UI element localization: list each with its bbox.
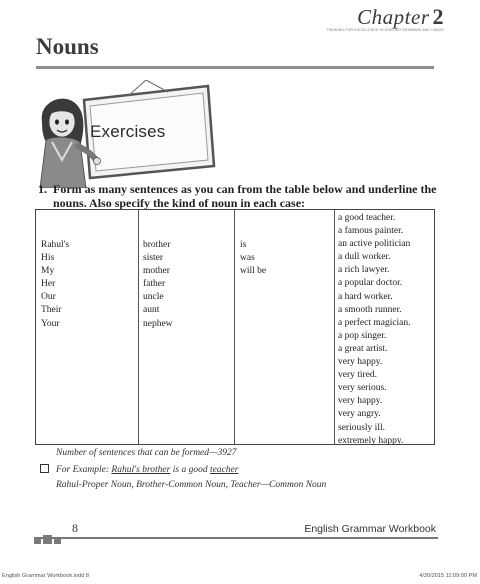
table-cell: aunt — [143, 305, 160, 316]
table-cell: My — [41, 266, 55, 277]
table-cell: a pop singer. — [338, 330, 387, 341]
table-column-possessive — [41, 239, 69, 331]
checkbox-bullet-icon — [40, 464, 49, 473]
table-cell: very happy. — [338, 357, 383, 368]
example-subject: Rahul's brother — [111, 465, 171, 475]
table-cell: a famous painter. — [338, 226, 404, 237]
table-cell: very serious. — [338, 383, 387, 394]
table-cell: father — [143, 279, 166, 290]
question-1 — [38, 182, 442, 210]
chapter-badge — [326, 4, 444, 32]
footer-squares-icon — [34, 526, 63, 536]
table-cell: brother — [143, 240, 171, 250]
table-cell: mother — [143, 266, 170, 277]
table-cell: Their — [41, 305, 62, 316]
table-cell: very happy. — [338, 396, 383, 407]
footer-rule — [34, 537, 438, 539]
example-noun-kinds: Rahul-Proper Noun, Brother-Common Noun, Teacher—Common Noun — [56, 480, 327, 490]
page-title: Nouns — [36, 34, 99, 59]
table-cell: a hard worker. — [338, 291, 393, 302]
table-cell: will be — [240, 266, 267, 277]
table-cell: a good teacher. — [338, 213, 396, 223]
table-cell: a great artist. — [338, 343, 388, 354]
exercises-label: Exercises — [90, 122, 166, 141]
question-text: Form as many sentences as you can from the table below and underline the nouns. Also specify the kind of noun in each case: — [53, 182, 437, 210]
table-cell: a perfect magician. — [338, 317, 411, 328]
question-number: 1. — [38, 182, 47, 196]
table-cell: a rich lawyer. — [338, 265, 390, 276]
example-line — [40, 463, 238, 477]
table-cell: Her — [41, 279, 56, 290]
table-cell: Our — [41, 292, 56, 303]
table-divider — [234, 210, 235, 444]
print-slug-filename: English Grammar Workbook.indd 8 — [2, 573, 89, 579]
table-cell: uncle — [143, 292, 164, 303]
book-title: English Grammar Workbook — [304, 523, 436, 535]
table-column-verb — [240, 239, 266, 278]
table-divider — [138, 210, 139, 444]
table-cell: His — [41, 253, 55, 264]
chapter-tagline: TRAINING FOR EXCELLENCE IN ENGLISH GRAMMAR AND USAGE — [326, 28, 444, 32]
table-divider — [334, 210, 335, 444]
table-cell: a popular doctor. — [338, 278, 403, 289]
table-cell: seriously ill. — [338, 422, 385, 433]
table-column-relation — [143, 239, 173, 331]
table-cell: a smooth runner. — [338, 304, 402, 315]
table-cell: nephew — [143, 318, 173, 329]
table-cell: is — [240, 240, 247, 250]
example-object: teacher — [209, 465, 239, 475]
table-cell: Your — [41, 318, 60, 329]
sentence-count-note: Number of sentences that can be formed—3927 — [56, 448, 237, 458]
table-cell: very tired. — [338, 370, 378, 381]
chapter-word: Chapter — [357, 5, 430, 29]
table-cell: extremely happy. — [338, 435, 404, 446]
table-column-complement — [338, 212, 411, 448]
print-slug-timestamp: 4/30/2015 11:09:00 PM — [419, 573, 477, 579]
sentence-table — [35, 209, 435, 445]
table-cell: was — [240, 253, 255, 264]
table-cell: Rahul's — [41, 240, 70, 250]
table-cell: sister — [143, 253, 164, 264]
chapter-number: 2 — [432, 4, 444, 29]
page-number: 8 — [72, 521, 78, 535]
title-rule — [36, 66, 434, 69]
page-footer — [34, 520, 438, 540]
example-prefix: For Example: — [56, 465, 112, 475]
example-middle: is a good — [170, 465, 210, 475]
table-cell: an active politician — [338, 239, 411, 250]
table-cell: a dull worker. — [338, 252, 391, 263]
table-cell: very angry. — [338, 409, 381, 420]
